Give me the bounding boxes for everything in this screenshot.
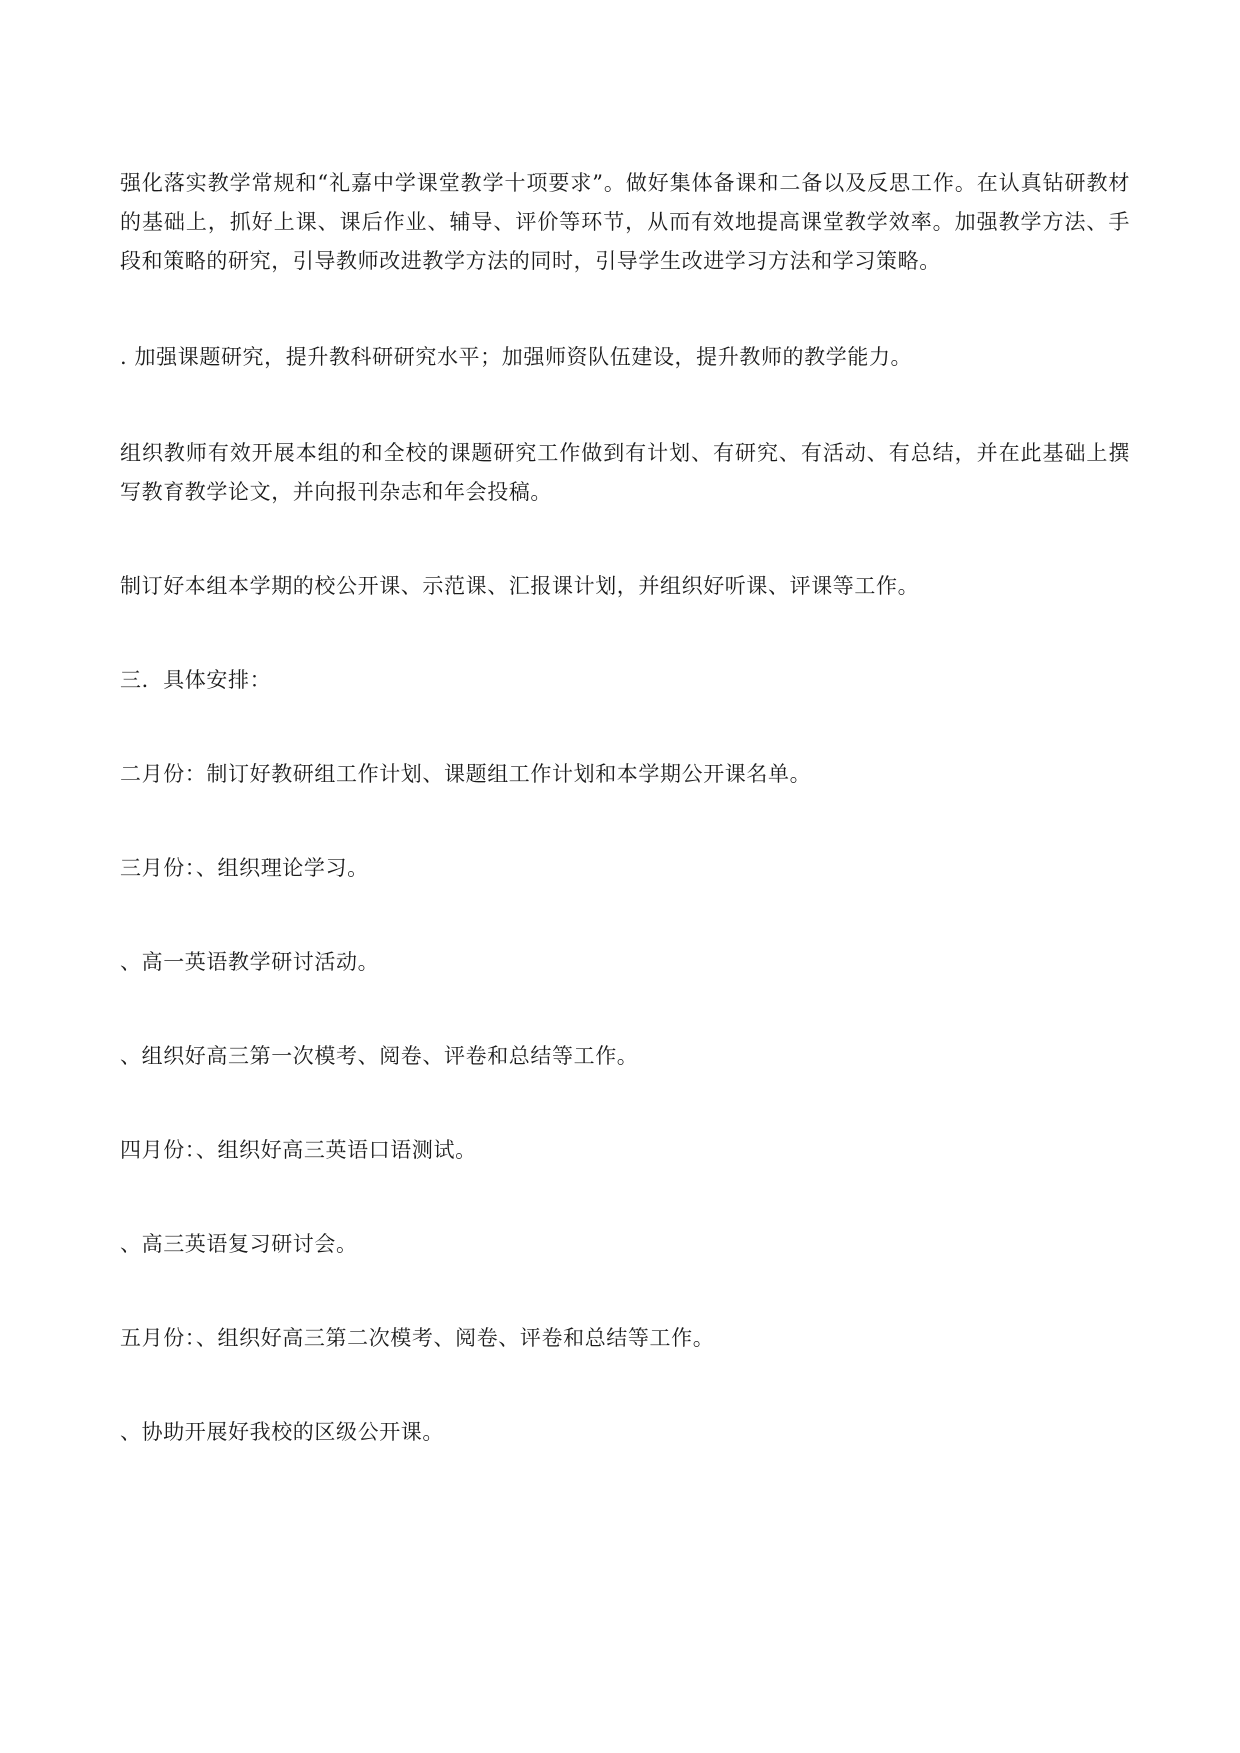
- schedule-item-may: 五月份：、组织好高三第二次模考、阅卷、评卷和总结等工作。: [120, 1326, 715, 1350]
- schedule-item-may-2: 、协助开展好我校的区级公开课。: [120, 1420, 444, 1444]
- schedule-item-april-2: 、高三英语复习研讨会。: [120, 1232, 358, 1256]
- paragraph-research-organization: 组织教师有效开展本组的和全校的课题研究工作做到有计划、有研究、有活动、有总结，并在此基础上撰写教育教学论文，并向报刊杂志和年会投稿。: [120, 441, 1130, 504]
- paragraph-open-class-plan: 制订好本组本学期的校公开课、示范课、汇报课计划，并组织好听课、评课等工作。: [120, 574, 920, 598]
- schedule-item-march-3: 、组织好高三第一次模考、阅卷、评卷和总结等工作。: [120, 1044, 639, 1068]
- paragraph-teaching-routine: 强化落实教学常规和“礼嘉中学课堂教学十项要求”。做好集体备课和二备以及反思工作。在认真钻研教材的基础上，抓好上课、课后作业、辅导、评价等环节，从而有效地提高课堂教学效率。加强教学方法、手段和策略的研究，引导教师改进教学方法的同时，引导学生改进学习方法和学习策略。: [120, 171, 1130, 273]
- paragraph-research-goal: . 加强课题研究，提升教科研研究水平；加强师资队伍建设，提升教师的教学能力。: [120, 345, 913, 369]
- schedule-item-february: 二月份：制订好教研组工作计划、课题组工作计划和本学期公开课名单。: [120, 762, 812, 786]
- section-heading-schedule: 三．具体安排：: [120, 668, 272, 692]
- schedule-item-april: 四月份：、组织好高三英语口语测试。: [120, 1138, 477, 1162]
- document-body: [120, 164, 1130, 1452]
- schedule-item-march: 三月份：、组织理论学习。: [120, 856, 369, 880]
- schedule-item-march-2: 、高一英语教学研讨活动。: [120, 950, 380, 974]
